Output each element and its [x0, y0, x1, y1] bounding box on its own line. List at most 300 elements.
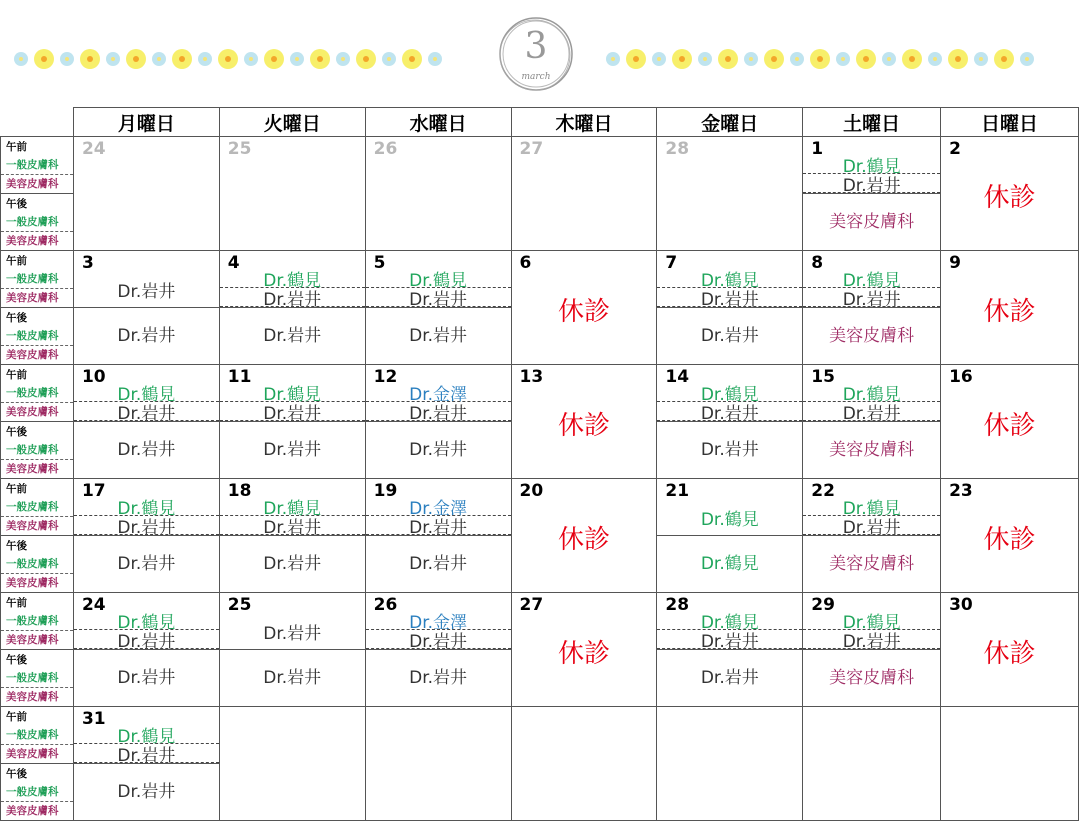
am-label: 午前	[6, 140, 27, 153]
general-derm-label: 一般皮膚科	[1, 326, 73, 345]
yellow-dot-icon	[902, 49, 922, 69]
blue-dot-icon	[106, 52, 120, 66]
month-badge	[497, 12, 575, 96]
closed-label: 休診	[557, 525, 610, 555]
am-cosmetic-doctor: Dr.岩井	[263, 404, 322, 424]
am-general-doctor: Dr.鶴見	[842, 157, 901, 177]
day-number: 28	[665, 139, 690, 159]
day-content	[74, 251, 219, 364]
day-content	[366, 593, 511, 706]
day-number: 9	[949, 253, 961, 273]
am-pm-divider	[657, 535, 802, 536]
day-number: 6	[519, 253, 532, 273]
yellow-dot-icon	[34, 49, 54, 69]
am-pm-divider	[74, 649, 219, 650]
cosmetic-derm-label: 美容皮膚科	[6, 634, 59, 647]
day-cell-wed	[365, 479, 511, 593]
day-content	[512, 137, 657, 250]
day-cell-sat	[803, 251, 941, 365]
yellow-dot-icon	[764, 49, 784, 69]
pm-label: 午後	[1, 307, 73, 326]
day-cell-tue	[219, 479, 365, 593]
day-cell-sat	[803, 137, 941, 251]
yellow-dot-icon	[126, 49, 146, 69]
day-content	[512, 251, 657, 364]
blue-dot-icon	[790, 52, 804, 66]
week-row	[1, 365, 1079, 479]
day-number: 24	[81, 139, 106, 159]
pm-label: 午後	[1, 649, 73, 668]
day-content	[803, 251, 940, 364]
am-cosmetic-doctor: Dr.岩井	[700, 404, 759, 424]
am-label: 午前	[6, 596, 27, 609]
am-pm-divider	[803, 649, 940, 650]
pm-label: 午後	[1, 763, 73, 782]
am-general-doctor: Dr.鶴見	[842, 613, 901, 633]
am-pm-divider	[366, 307, 511, 308]
day-cell-sun	[941, 593, 1079, 707]
day-content	[220, 251, 365, 364]
day-cell-sat	[803, 365, 941, 479]
am-general-doctor: Dr.鶴見	[263, 385, 322, 405]
general-derm-label: 一般皮膚科	[1, 440, 73, 459]
pm-doctor: Dr.岩井	[117, 440, 176, 460]
day-number: 17	[81, 481, 106, 501]
pm-label: 午後	[1, 535, 73, 554]
am-pm-divider	[803, 535, 940, 536]
cosmetic-derm-label: 美容皮膚科	[6, 805, 59, 818]
am-label: 午前	[6, 368, 27, 381]
am-general-doctor: Dr.金澤	[409, 385, 468, 405]
day-content	[941, 593, 1078, 706]
day-number: 22	[811, 481, 835, 501]
empty-cell	[365, 707, 511, 821]
am-pm-divider	[366, 535, 511, 536]
day-content	[803, 365, 940, 478]
day-cell-thu	[511, 479, 657, 593]
day-number: 29	[811, 595, 835, 615]
day-cell-thu	[511, 593, 657, 707]
pm-doctor: Dr.岩井	[263, 668, 322, 688]
day-cell-sun	[941, 479, 1079, 593]
blue-dot-icon	[428, 52, 442, 66]
cosmetic-derm-label: 美容皮膚科	[6, 520, 59, 533]
am-pm-divider	[657, 421, 802, 422]
day-number: 8	[811, 253, 824, 273]
day-content	[74, 593, 219, 706]
weekday-header-row	[1, 108, 1079, 137]
am-cosmetic-doctor: Dr.岩井	[700, 632, 759, 652]
am-general-doctor: Dr.鶴見	[842, 271, 901, 291]
yellow-dot-icon	[672, 49, 692, 69]
yellow-dot-icon	[856, 49, 876, 69]
day-content	[366, 479, 511, 592]
am-pm-divider	[657, 649, 802, 650]
day-cell-tue	[219, 137, 365, 251]
day-number: 28	[665, 595, 690, 615]
blue-dot-icon	[244, 52, 258, 66]
day-number: 25	[227, 139, 252, 159]
pm-doctor: Dr.岩井	[263, 326, 322, 346]
day-cell-mon	[73, 365, 219, 479]
blue-dot-icon	[836, 52, 850, 66]
dot-border-left	[14, 46, 442, 72]
day-number: 1	[811, 139, 824, 159]
day-content	[220, 365, 365, 478]
am-doctor: Dr.岩井	[117, 282, 176, 302]
week-row	[1, 707, 1079, 821]
yellow-dot-icon	[718, 49, 738, 69]
day-number: 10	[81, 367, 106, 387]
day-content	[74, 707, 219, 820]
am-pm-divider	[74, 421, 219, 422]
blue-dot-icon	[14, 52, 28, 66]
day-cell-mon	[73, 479, 219, 593]
day-cell-mon	[73, 593, 219, 707]
day-number: 14	[665, 367, 690, 387]
month-word: march	[521, 72, 551, 82]
day-number: 4	[227, 253, 240, 273]
pm-doctor: Dr.岩井	[409, 668, 468, 688]
pm-doctor: Dr.岩井	[409, 440, 468, 460]
day-number: 3	[81, 253, 94, 273]
yellow-dot-icon	[402, 49, 422, 69]
yellow-dot-icon	[264, 49, 284, 69]
am-general-doctor: Dr.鶴見	[117, 385, 176, 405]
closed-label: 休診	[983, 297, 1036, 327]
am-cosmetic-doctor: Dr.岩井	[409, 632, 468, 652]
blue-dot-icon	[60, 52, 74, 66]
day-cell-tue	[219, 365, 365, 479]
slot-labels	[1, 137, 74, 251]
day-number: 24	[81, 595, 106, 615]
cosmetic-derm-label: 美容皮膚科	[6, 577, 59, 590]
slot-labels	[1, 365, 74, 479]
pm-doctor: 美容皮膚科	[829, 554, 915, 574]
general-derm-label: 一般皮膚科	[1, 497, 73, 516]
blue-dot-icon	[198, 52, 212, 66]
week-row	[1, 251, 1079, 365]
weekday-sun: 日曜日	[941, 108, 1079, 137]
day-content	[941, 251, 1078, 364]
am-cosmetic-doctor: Dr.岩井	[700, 290, 759, 310]
empty-cell	[219, 707, 365, 821]
day-number: 5	[373, 253, 386, 273]
pm-label: 午後	[1, 421, 73, 440]
day-cell-wed	[365, 593, 511, 707]
closed-label: 休診	[557, 639, 610, 669]
cosmetic-derm-label: 美容皮膚科	[6, 691, 59, 704]
pm-doctor: Dr.岩井	[700, 668, 759, 688]
day-number: 19	[373, 481, 398, 501]
day-number: 27	[519, 139, 544, 159]
day-cell-fri	[657, 137, 803, 251]
slot-label-stack	[1, 593, 73, 706]
pm-doctor: Dr.岩井	[263, 554, 322, 574]
closed-label: 休診	[983, 411, 1036, 441]
am-general-doctor: Dr.鶴見	[842, 499, 901, 519]
blue-dot-icon	[744, 52, 758, 66]
slot-labels	[1, 593, 74, 707]
weekday-wed: 水曜日	[365, 108, 511, 137]
blue-dot-icon	[882, 52, 896, 66]
am-cosmetic-doctor: Dr.岩井	[842, 632, 901, 652]
am-cosmetic-doctor: Dr.岩井	[263, 290, 322, 310]
cosmetic-derm-label: 美容皮膚科	[6, 463, 59, 476]
day-number: 2	[949, 139, 961, 159]
weekday-mon: 月曜日	[73, 108, 219, 137]
blue-dot-icon	[336, 52, 350, 66]
am-pm-divider	[74, 535, 219, 536]
pm-doctor: Dr.岩井	[263, 440, 322, 460]
cosmetic-derm-label: 美容皮膚科	[6, 292, 59, 305]
cosmetic-derm-label: 美容皮膚科	[6, 349, 59, 362]
weekday-thu: 木曜日	[511, 108, 657, 137]
am-cosmetic-doctor: Dr.岩井	[409, 290, 468, 310]
day-content	[657, 479, 802, 592]
day-cell-fri	[657, 251, 803, 365]
slot-labels	[1, 251, 74, 365]
yellow-dot-icon	[172, 49, 192, 69]
am-cosmetic-doctor: Dr.岩井	[842, 290, 901, 310]
pm-doctor: Dr.岩井	[700, 326, 759, 346]
am-pm-divider	[220, 535, 365, 536]
general-derm-label: 一般皮膚科	[1, 212, 73, 231]
weekday-tue: 火曜日	[219, 108, 365, 137]
am-pm-divider	[366, 649, 511, 650]
day-number: 7	[665, 253, 678, 273]
am-general-doctor: Dr.金澤	[409, 499, 468, 519]
closed-label: 休診	[983, 525, 1036, 555]
day-cell-tue	[219, 593, 365, 707]
day-content	[74, 137, 219, 250]
cosmetic-derm-label: 美容皮膚科	[6, 748, 59, 761]
am-cosmetic-doctor: Dr.岩井	[117, 404, 176, 424]
blue-dot-icon	[974, 52, 988, 66]
week-row	[1, 137, 1079, 251]
am-cosmetic-doctor: Dr.岩井	[842, 176, 901, 196]
general-derm-label: 一般皮膚科	[1, 782, 73, 801]
day-content	[657, 365, 802, 478]
slot-labels	[1, 479, 74, 593]
general-derm-label: 一般皮膚科	[1, 554, 73, 573]
am-general-doctor: Dr.鶴見	[409, 271, 468, 291]
am-doctor: Dr.岩井	[263, 624, 322, 644]
am-general-doctor: Dr.鶴見	[117, 613, 176, 633]
am-general-doctor: Dr.鶴見	[263, 271, 322, 291]
slot-label-stack	[1, 251, 73, 364]
pm-label: 午後	[1, 193, 73, 212]
day-cell-thu	[511, 137, 657, 251]
day-cell-sun	[941, 251, 1079, 365]
calendar-header	[0, 0, 1079, 105]
day-number: 26	[373, 595, 398, 615]
day-cell-sun	[941, 137, 1079, 251]
am-pm-divider	[220, 307, 365, 308]
day-content	[941, 365, 1078, 478]
day-number: 12	[373, 367, 398, 387]
day-content	[941, 479, 1078, 592]
am-pm-divider	[74, 763, 219, 764]
closed-label: 休診	[557, 411, 610, 441]
closed-label: 休診	[557, 297, 610, 327]
am-label: 午前	[6, 254, 27, 267]
general-derm-label: 一般皮膚科	[1, 383, 73, 402]
day-content	[366, 251, 511, 364]
day-content	[74, 365, 219, 478]
day-cell-wed	[365, 251, 511, 365]
pm-doctor: 美容皮膚科	[829, 668, 915, 688]
day-cell-mon	[73, 707, 219, 821]
blue-dot-icon	[1020, 52, 1034, 66]
day-content	[803, 137, 940, 250]
slot-label-stack	[1, 707, 73, 820]
day-cell-mon	[73, 251, 219, 365]
week-row	[1, 593, 1079, 707]
day-content	[803, 479, 940, 592]
am-pm-divider	[803, 193, 940, 194]
day-number: 18	[227, 481, 252, 501]
am-label: 午前	[6, 482, 27, 495]
yellow-dot-icon	[994, 49, 1014, 69]
day-cell-sun	[941, 365, 1079, 479]
pm-doctor: Dr.岩井	[117, 782, 176, 802]
day-content	[366, 365, 511, 478]
day-content	[366, 137, 511, 250]
am-pm-divider	[220, 649, 365, 650]
am-cosmetic-doctor: Dr.岩井	[842, 518, 901, 538]
day-cell-mon	[73, 137, 219, 251]
day-content	[220, 479, 365, 592]
empty-cell	[511, 707, 657, 821]
am-general-doctor: Dr.鶴見	[117, 499, 176, 519]
day-number: 15	[811, 367, 835, 387]
am-pm-divider	[74, 307, 219, 308]
calendar-grid	[0, 107, 1079, 821]
general-derm-label: 一般皮膚科	[1, 611, 73, 630]
general-derm-label: 一般皮膚科	[1, 269, 73, 288]
day-cell-sat	[803, 479, 941, 593]
day-number: 25	[227, 595, 252, 615]
pm-doctor: 美容皮膚科	[829, 440, 915, 460]
am-doctor: Dr.鶴見	[700, 510, 759, 530]
yellow-dot-icon	[356, 49, 376, 69]
pm-doctor: Dr.岩井	[117, 668, 176, 688]
day-cell-thu	[511, 251, 657, 365]
yellow-dot-icon	[948, 49, 968, 69]
day-cell-wed	[365, 137, 511, 251]
day-cell-sat	[803, 593, 941, 707]
pm-doctor: 美容皮膚科	[829, 326, 915, 346]
day-cell-fri	[657, 593, 803, 707]
am-general-doctor: Dr.鶴見	[700, 613, 759, 633]
am-general-doctor: Dr.鶴見	[700, 385, 759, 405]
day-content	[512, 593, 657, 706]
dot-border-right	[606, 46, 1034, 72]
day-cell-tue	[219, 251, 365, 365]
day-number: 31	[81, 709, 106, 729]
am-cosmetic-doctor: Dr.岩井	[117, 746, 176, 766]
closed-label: 休診	[983, 183, 1036, 213]
general-derm-label: 一般皮膚科	[1, 668, 73, 687]
weekday-fri: 金曜日	[657, 108, 803, 137]
empty-cell	[657, 707, 803, 821]
am-cosmetic-doctor: Dr.岩井	[263, 518, 322, 538]
am-pm-divider	[657, 307, 802, 308]
day-content	[803, 593, 940, 706]
weekday-sat: 土曜日	[803, 108, 941, 137]
yellow-dot-icon	[626, 49, 646, 69]
blue-dot-icon	[652, 52, 666, 66]
day-number: 26	[373, 139, 398, 159]
cosmetic-derm-label: 美容皮膚科	[6, 178, 59, 191]
day-number: 13	[519, 367, 544, 387]
am-pm-divider	[366, 421, 511, 422]
day-content	[512, 365, 657, 478]
am-general-doctor: Dr.鶴見	[842, 385, 901, 405]
blue-dot-icon	[698, 52, 712, 66]
corner-cell	[1, 108, 74, 137]
general-derm-label: 一般皮膚科	[1, 725, 73, 744]
day-number: 23	[949, 481, 973, 501]
blue-dot-icon	[382, 52, 396, 66]
day-content	[657, 593, 802, 706]
day-content	[941, 137, 1078, 250]
pm-doctor: Dr.岩井	[117, 326, 176, 346]
week-row	[1, 479, 1079, 593]
am-cosmetic-doctor: Dr.岩井	[409, 404, 468, 424]
am-pm-divider	[220, 421, 365, 422]
blue-dot-icon	[152, 52, 166, 66]
am-cosmetic-doctor: Dr.岩井	[117, 632, 176, 652]
day-cell-thu	[511, 365, 657, 479]
closed-label: 休診	[983, 639, 1036, 669]
empty-cell	[941, 707, 1079, 821]
yellow-dot-icon	[310, 49, 330, 69]
day-cell-fri	[657, 479, 803, 593]
pm-doctor: Dr.岩井	[700, 440, 759, 460]
pm-doctor: Dr.岩井	[409, 326, 468, 346]
blue-dot-icon	[606, 52, 620, 66]
empty-cell	[803, 707, 941, 821]
day-content	[657, 137, 802, 250]
am-label: 午前	[6, 710, 27, 723]
pm-doctor: Dr.鶴見	[700, 554, 759, 574]
am-pm-divider	[803, 307, 940, 308]
general-derm-label: 一般皮膚科	[1, 155, 73, 174]
day-number: 21	[665, 481, 690, 501]
day-number: 27	[519, 595, 544, 615]
am-general-doctor: Dr.金澤	[409, 613, 468, 633]
yellow-dot-icon	[80, 49, 100, 69]
yellow-dot-icon	[810, 49, 830, 69]
month-number: 3	[524, 26, 548, 67]
day-content	[220, 137, 365, 250]
am-general-doctor: Dr.鶴見	[263, 499, 322, 519]
am-cosmetic-doctor: Dr.岩井	[842, 404, 901, 424]
am-pm-divider	[803, 421, 940, 422]
slot-label-stack	[1, 479, 73, 592]
day-content	[657, 251, 802, 364]
am-cosmetic-doctor: Dr.岩井	[117, 518, 176, 538]
slot-label-stack	[1, 365, 73, 478]
pm-doctor: Dr.岩井	[117, 554, 176, 574]
slot-label-stack	[1, 137, 73, 250]
slot-labels	[1, 707, 74, 821]
day-cell-fri	[657, 365, 803, 479]
day-content	[220, 593, 365, 706]
yellow-dot-icon	[218, 49, 238, 69]
